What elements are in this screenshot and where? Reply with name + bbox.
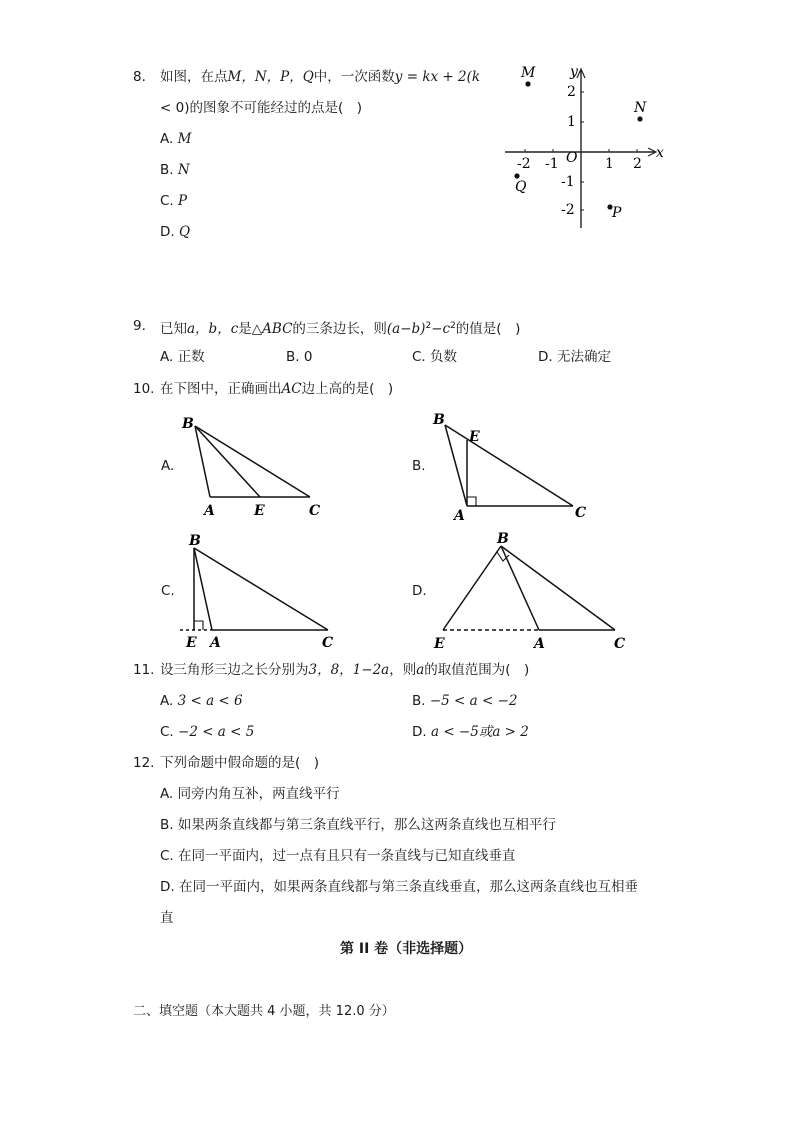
x-axis-label: x	[656, 145, 664, 161]
y-tick-label: 2	[567, 84, 576, 100]
x-tick-label: -2	[517, 156, 531, 172]
fig-b-label-e: E	[469, 429, 480, 445]
q8-option-b-value: N	[177, 162, 190, 178]
q8-point-list: M，N，P，Q	[227, 69, 314, 85]
q12-option-b[interactable]	[160, 816, 556, 834]
x-tick-label: 2	[633, 156, 642, 172]
q9-vars: a，b，c	[187, 321, 239, 337]
point-n-label: N	[634, 100, 647, 116]
q11-option-d-value: a < −5或a > 2	[430, 724, 529, 740]
q9-option-b-value: 0	[303, 349, 313, 365]
q9-option-c-value: 负数	[430, 349, 458, 365]
section2-heading: 二、填空题（本大题共 4 小题，共 12.0 分）	[133, 1004, 395, 1019]
q9-expr-exp1: 2	[425, 321, 432, 331]
q9-stem-mid2: 的三条边长，则	[292, 321, 387, 337]
q9-number: 9.	[133, 318, 146, 334]
q11-option-c-value: −2 < a < 5	[178, 724, 255, 740]
fig-a-label-b: B	[182, 416, 194, 432]
q12-option-a-letter: A.	[160, 786, 174, 802]
q10-option-d-letter[interactable]: D.	[412, 583, 427, 599]
q10-figure-d	[443, 546, 615, 630]
q8-option-b-letter: B.	[160, 162, 174, 178]
fig-a-label-c: C	[309, 503, 321, 519]
q12-option-c[interactable]	[160, 847, 516, 865]
point-p-label: P	[612, 205, 622, 221]
fig-b-label-b: B	[433, 412, 445, 428]
q8-number: 8.	[133, 69, 146, 85]
q9-expr-exp2: 2	[450, 321, 456, 331]
q12-option-d-value: 在同一平面内，如果两条直线都与第三条直线垂直，那么这两条直线也互相垂	[178, 879, 638, 895]
fig-a-label-e: E	[254, 503, 265, 519]
q9-stem-pre: 已知	[160, 321, 187, 337]
fig-d-label-a: A	[534, 636, 545, 652]
x-tick-label: 1	[605, 156, 614, 172]
fig-a-label-a: A	[204, 503, 215, 519]
q9-stem-post: 的值是( )	[455, 321, 521, 337]
q8-stem-line2: < 0)的图象不可能经过的点是( )	[160, 100, 362, 116]
fig-d-label-e: E	[434, 636, 445, 652]
q11-stem	[160, 661, 529, 679]
q12-option-a-value: 同旁内角互补，两直线平行	[177, 786, 340, 802]
q11-stem-mid: ，则	[389, 662, 417, 678]
point-m-label: M	[521, 65, 536, 81]
q8-option-a-value: M	[177, 131, 192, 147]
q8-option-d-letter: D.	[160, 224, 175, 240]
q9-option-c-letter: C.	[412, 349, 426, 365]
q12-option-d-letter: D.	[160, 879, 175, 895]
q12-option-c-letter: C.	[160, 848, 174, 864]
q11-option-d[interactable]	[412, 723, 529, 741]
q9-triangle: △ABC	[251, 321, 293, 337]
q10-segment: AC	[281, 381, 302, 397]
point-q-label: Q	[515, 179, 527, 195]
q12-number: 12.	[133, 755, 155, 771]
fig-d-label-c: C	[614, 636, 626, 652]
q8-function-expr: y = kx + 2(k	[394, 69, 481, 85]
q8-option-d-value: Q	[178, 224, 191, 240]
q12-option-b-letter: B.	[160, 817, 174, 833]
part2-title: 第 II 卷（非选择题）	[340, 941, 473, 957]
q9-expr-base: (a−b)	[386, 321, 426, 337]
q8-stem-pre: 如图，在点	[160, 69, 228, 85]
q9-option-b-letter: B.	[286, 349, 300, 365]
q9-option-d-value: 无法确定	[556, 349, 611, 365]
q9-stem-mid: 是	[238, 321, 252, 337]
q8-option-c-letter: C.	[160, 193, 174, 209]
fig-b-label-c: C	[575, 505, 587, 521]
y-tick-label: -2	[561, 202, 575, 218]
fig-c-label-b: B	[189, 533, 201, 549]
q10-stem-pre: 在下图中，正确画出	[160, 381, 282, 397]
q11-sides: 3，8，1−2a	[308, 662, 390, 678]
q11-option-a-value: 3 < a < 6	[177, 693, 243, 709]
q11-option-a-letter: A.	[160, 693, 174, 709]
q11-option-b-value: −5 < a < −2	[429, 693, 518, 709]
q12-option-c-value: 在同一平面内，过一点有且只有一条直线与已知直线垂直	[178, 848, 516, 864]
q8-option-a-letter: A.	[160, 131, 174, 147]
q10-figure-b	[445, 425, 573, 506]
q10-number: 10.	[133, 381, 155, 397]
q8-stem-mid: 中，一次函数	[313, 69, 395, 85]
q12-option-d[interactable]	[160, 878, 638, 896]
q12-stem: 下列命题中假命题的是( )	[160, 755, 320, 771]
q10-option-c-letter[interactable]: C.	[161, 583, 175, 599]
fig-c-label-c: C	[322, 635, 334, 651]
q8-option-c-value: P	[178, 193, 188, 209]
y-axis-label: y	[570, 64, 578, 80]
q9-option-d-letter: D.	[538, 349, 553, 365]
q9-expr-minus: −c	[431, 321, 451, 337]
q11-stem-pre: 设三角形三边之长分别为	[160, 662, 309, 678]
q11-var: a	[416, 662, 425, 678]
origin-label: O	[566, 150, 578, 166]
fig-c-label-e: E	[186, 635, 197, 651]
q10-stem-post: 边上高的是( )	[301, 381, 394, 397]
q12-option-d-continuation: 直	[160, 910, 174, 926]
q11-stem-post: 的取值范围为( )	[424, 662, 530, 678]
q11-number: 11.	[133, 662, 155, 678]
q12-option-b-value: 如果两条直线都与第三条直线平行，那么这两条直线也互相平行	[177, 817, 556, 833]
q11-option-c[interactable]	[160, 723, 254, 741]
fig-d-label-b: B	[497, 531, 509, 547]
q9-option-a-letter: A.	[160, 349, 174, 365]
x-tick-label: -1	[545, 156, 559, 172]
q11-option-b[interactable]	[412, 692, 518, 710]
y-tick-label: 1	[567, 114, 576, 130]
q10-option-b-letter[interactable]: B.	[412, 458, 426, 474]
q10-figure-c	[180, 548, 328, 630]
q10-figure-a	[195, 426, 310, 497]
y-tick-label: -1	[561, 174, 575, 190]
fig-c-label-a: A	[210, 635, 221, 651]
q11-option-a[interactable]	[160, 692, 243, 710]
q11-option-b-letter: B.	[412, 693, 426, 709]
fig-b-label-a: A	[454, 508, 465, 524]
q12-option-a[interactable]	[160, 785, 340, 803]
q11-option-d-letter: D.	[412, 724, 427, 740]
q9-option-a-value: 正数	[177, 349, 205, 365]
q10-option-a-letter[interactable]: A.	[161, 458, 175, 474]
q11-option-c-letter: C.	[160, 724, 174, 740]
